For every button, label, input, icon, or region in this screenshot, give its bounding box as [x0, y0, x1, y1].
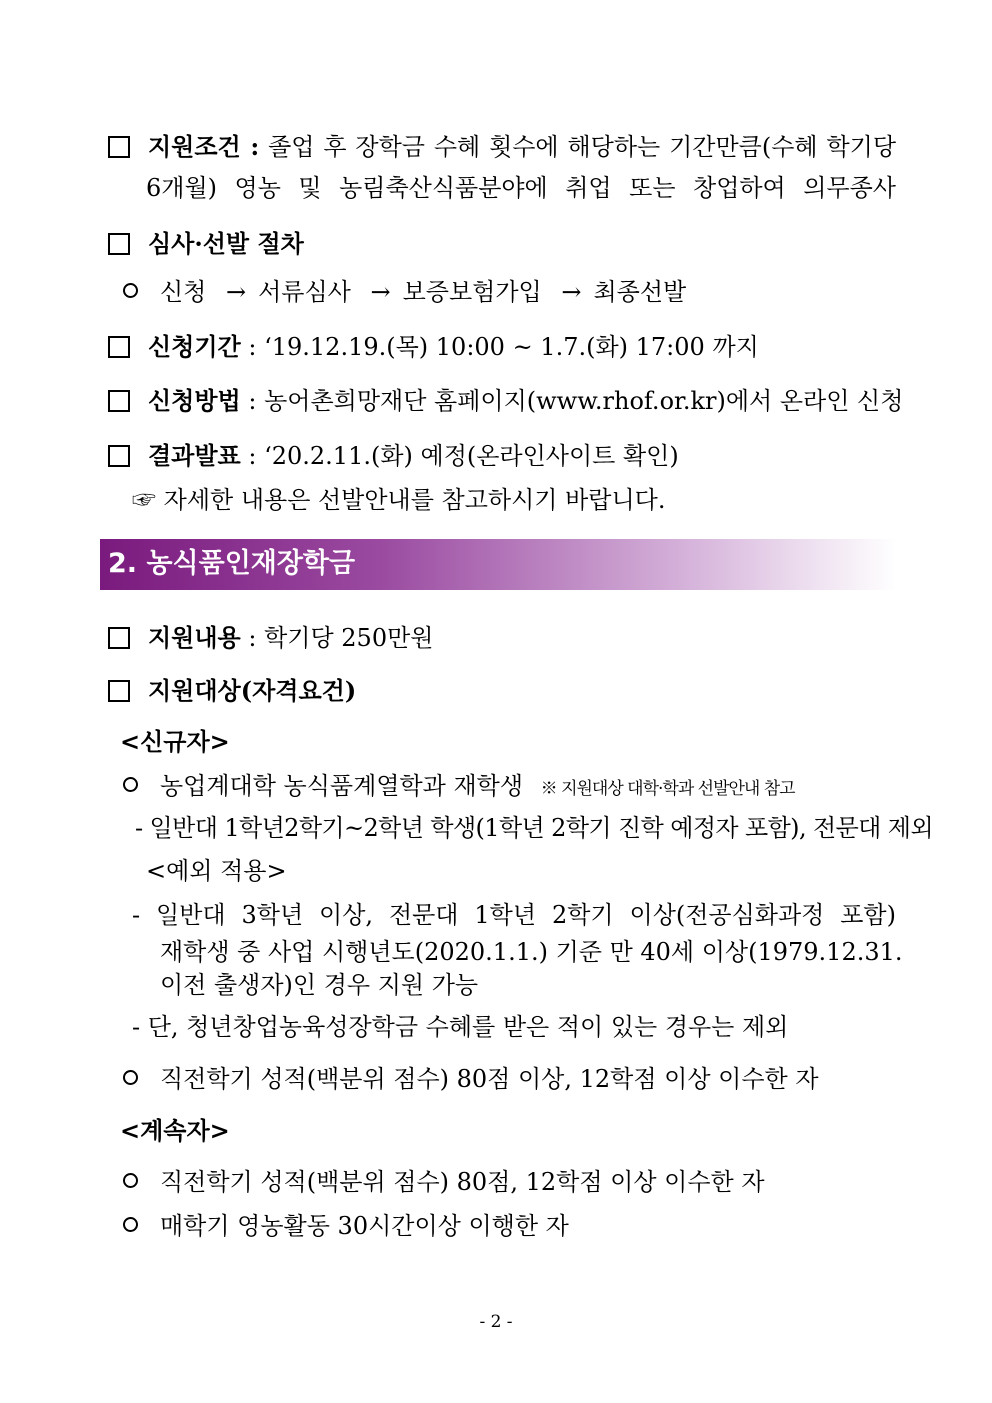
arrow-right-icon: →	[370, 278, 391, 306]
support-condition-text: 졸업 후 장학금 수혜 횟수에 해당하는 기간만큼(수혜 학기당	[268, 133, 896, 161]
checkbox-square-icon	[108, 445, 130, 467]
checkbox-square-icon	[108, 336, 130, 358]
procedure-flow	[123, 277, 686, 307]
procedure-step: 신청	[160, 278, 207, 306]
screening-procedure-heading: 심사·선발 절차	[108, 229, 304, 259]
new-item-1: 농업계대학 농식품계열학과 재학생 ※ 지원대상 대학·학과 선발안내 참고	[123, 771, 795, 804]
checkbox-square-icon	[108, 680, 130, 702]
procedure-step: 서류심사	[258, 278, 351, 306]
checkbox-square-icon	[108, 136, 130, 158]
support-condition-line2: 6개월) 영농 및 농림축산식품분야에 취업 또는 창업하여 의무종사	[146, 174, 896, 202]
checkbox-square-icon	[108, 233, 130, 255]
new-dash-1: - 일반대 1학년2학기~2학년 학생(1학년 2학기 진학 예정자 포함), 전문대 제외	[135, 814, 933, 842]
circle-bullet-icon	[123, 777, 138, 792]
procedure-step: 최종선발	[593, 278, 687, 306]
checkbox-square-icon	[108, 390, 130, 412]
page-number: - 2 -	[479, 1312, 513, 1332]
circle-bullet-icon	[123, 1217, 138, 1232]
circle-bullet-icon	[123, 283, 138, 298]
application-period: 신청기간 : ‘19.12.19.(목) 10:00 ~ 1.7.(화) 17:00 까지	[108, 332, 759, 362]
checkbox-square-icon	[108, 627, 130, 649]
result-announcement: 결과발표 : ‘20.2.11.(화) 예정(온라인사이트 확인)	[108, 441, 679, 471]
support-condition-line1	[108, 132, 896, 162]
eligibility-heading: 지원대상(자격요건)	[108, 676, 356, 706]
reference-note: ☞ 자세한 내용은 선발안내를 참고하시기 바랍니다.	[132, 486, 666, 514]
new-dash-2-line1: - 일반대 3학년 이상, 전문대 1학년 2학기 이상(전공심화과정 포함)	[132, 901, 896, 929]
continuing-item-2: 매학기 영농활동 30시간이상 이행한 자	[123, 1211, 569, 1241]
new-applicant-heading: <신규자>	[120, 727, 230, 756]
continuing-applicant-heading: <계속자>	[120, 1116, 230, 1145]
procedure-step: 보증보험가입	[402, 278, 542, 306]
arrow-right-icon: →	[226, 278, 247, 306]
application-method: 신청방법 : 농어촌희망재단 홈페이지(www.rhof.or.kr)에서 온라인 신청	[108, 386, 903, 416]
circle-bullet-icon	[123, 1070, 138, 1085]
arrow-right-icon: →	[561, 278, 582, 306]
section-banner	[100, 539, 896, 590]
new-dash-2-line3: 이전 출생자)인 경우 지원 가능	[160, 971, 479, 999]
circle-bullet-icon	[123, 1173, 138, 1188]
support-condition-label: 지원조건 :	[148, 132, 260, 161]
exception-heading: <예외 적용>	[146, 857, 287, 885]
new-dash-3: - 단, 청년창업농육성장학금 수혜를 받은 적이 있는 경우는 제외	[132, 1013, 789, 1041]
pointing-hand-icon: ☞	[132, 486, 156, 514]
new-item-2: 직전학기 성적(백분위 점수) 80점 이상, 12학점 이상 이수한 자	[123, 1064, 819, 1094]
new-dash-2-line2: 재학생 중 사업 시행년도(2020.1.1.) 기준 만 40세 이상(1979.12.31.	[160, 938, 903, 966]
support-content: 지원내용 : 학기당 250만원	[108, 623, 433, 653]
continuing-item-1: 직전학기 성적(백분위 점수) 80점, 12학점 이상 이수한 자	[123, 1167, 765, 1197]
section-title: 2. 농식품인재장학금	[108, 548, 356, 579]
eligibility-note: ※ 지원대상 대학·학과 선발안내 참고	[540, 779, 795, 799]
